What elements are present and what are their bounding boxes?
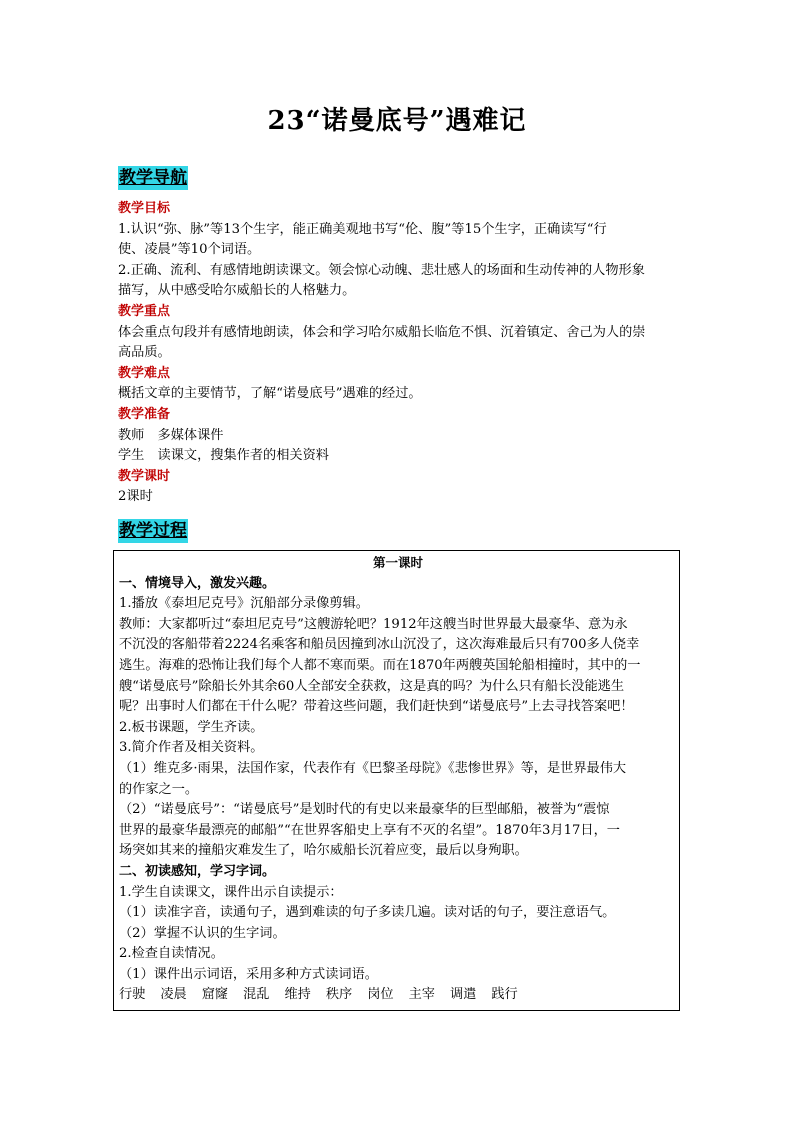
lesson-line: （2）掌握不认识的生字词。 (119, 925, 286, 941)
teaching-process-heading: 教学过程 (119, 521, 187, 541)
preparation-teacher: 教师 多媒体课件 (118, 427, 224, 443)
key-points-line: 高品质。 (118, 345, 171, 361)
lesson-line: 2.检查自读情况。 (119, 946, 224, 962)
lesson-line: 教师：大家都听过“泰坦尼克号”这艘游轮吧？1912年这艘当时世界最大最豪华、意为永 (119, 616, 628, 632)
lesson-line: 场突如其来的撞船灾难发生了，哈尔威船长沉着应变，最后以身殉职。 (119, 843, 528, 859)
objective-line: 2.正确、流利、有感情地朗读课文。领会惊心动魄、悲壮感人的场面和生动传神的人物形象 (118, 262, 645, 278)
lesson-line: 1.学生自读课文，课件出示自读提示： (119, 884, 343, 900)
objective-line: 使、凌晨”等10个词语。 (118, 242, 261, 258)
preparation-student: 学生 读课文，搜集作者的相关资料 (118, 448, 329, 464)
vocabulary-word: 秩序 (325, 987, 353, 1003)
vocabulary-word: 践行 (491, 987, 518, 1003)
difficulty-text: 概括文章的主要情节，了解“诺曼底号”遇难的经过。 (118, 386, 422, 402)
lesson-line: 逃生。海难的恐怖让我们每个人都不寒而栗。而在1870年两艘英国轮船相撞时，其中的一 (119, 657, 641, 673)
class-hours-text: 2课时 (118, 489, 153, 505)
lesson-line: （1）课件出示词语，采用多种方式读词语。 (119, 966, 378, 982)
lesson-line: 艘“诺曼底号”除船长外其余60人全部安全获救，这是真的吗？为什么只有船长没能逃生 (119, 678, 625, 694)
vocabulary-list (119, 985, 677, 1006)
vocabulary-word: 混乱 (243, 987, 270, 1003)
preparation-label: 教学准备 (118, 406, 171, 422)
key-points-label: 教学重点 (118, 303, 171, 319)
vocabulary-word: 维持 (284, 987, 311, 1003)
lesson-content (119, 553, 677, 1006)
lesson-line: 2.板书课题，学生齐读。 (119, 719, 264, 735)
lesson-table (113, 550, 680, 1011)
vocabulary-word: 窟窿 (201, 987, 229, 1003)
part2-title: 二、初读感知，学习字词。 (119, 863, 276, 879)
lesson-line: （2）“诺曼底号”：“诺曼底号”是划时代的有史以来最豪华的巨型邮船，被誉为“震惊 (119, 802, 610, 818)
teaching-navigation-heading: 教学导航 (119, 168, 187, 188)
page-title: 23“诺曼底号”遇难记 (267, 106, 527, 136)
vocabulary-word: 岗位 (367, 987, 394, 1003)
teaching-navigation-content (118, 199, 678, 508)
lesson-line: 的作家之一。 (119, 781, 199, 797)
vocabulary-word: 凌晨 (160, 987, 187, 1003)
lesson-line: （1）读准字音，读通句子，遇到难读的句子多读几遍。读对话的句子，要注意语气。 (119, 905, 616, 921)
lesson-line: 不沉没的客船带着2224名乘客和船员因撞到冰山沉没了，这次海难最后只有700多人侥幸 (119, 637, 640, 653)
lesson-line: 世界的最豪华最漂亮的邮船”“在世界客船史上享有不灭的名望”。1870年3月17日，一 (119, 822, 620, 838)
vocabulary-word: 主宰 (408, 987, 435, 1003)
session-title: 第一课时 (372, 555, 423, 570)
vocabulary-word: 调遣 (450, 987, 477, 1003)
part1-title: 一、情境导入，激发兴趣。 (119, 575, 276, 591)
lesson-line: （1）维克多·雨果，法国作家，代表作有《巴黎圣母院》《悲惨世界》等，是世界最伟大 (119, 760, 627, 776)
difficulty-label: 教学难点 (118, 365, 171, 381)
key-points-line: 体会重点句段并有感情地朗读，体会和学习哈尔威船长临危不惧、沉着镇定、舍己为人的崇 (118, 324, 646, 340)
class-hours-label: 教学课时 (118, 468, 171, 484)
objective-line: 1.认识“弥、脉”等13个生字，能正确美观地书写“伦、腹”等15个生字，正确读写“行 (118, 221, 607, 237)
lesson-line: 呢？出事时人们都在干什么呢？带着这些问题，我们赶快到“诺曼底号”上去寻找答案吧！ (119, 699, 634, 715)
vocabulary-word: 行驶 (119, 987, 146, 1003)
lesson-line: 3.简介作者及相关资料。 (119, 740, 264, 756)
lesson-line: 1.播放《泰坦尼克号》沉船部分录像剪辑。 (119, 596, 369, 612)
objectives-label: 教学目标 (118, 201, 171, 216)
objective-line: 描写，从中感受哈尔威船长的人格魅力。 (118, 283, 356, 299)
